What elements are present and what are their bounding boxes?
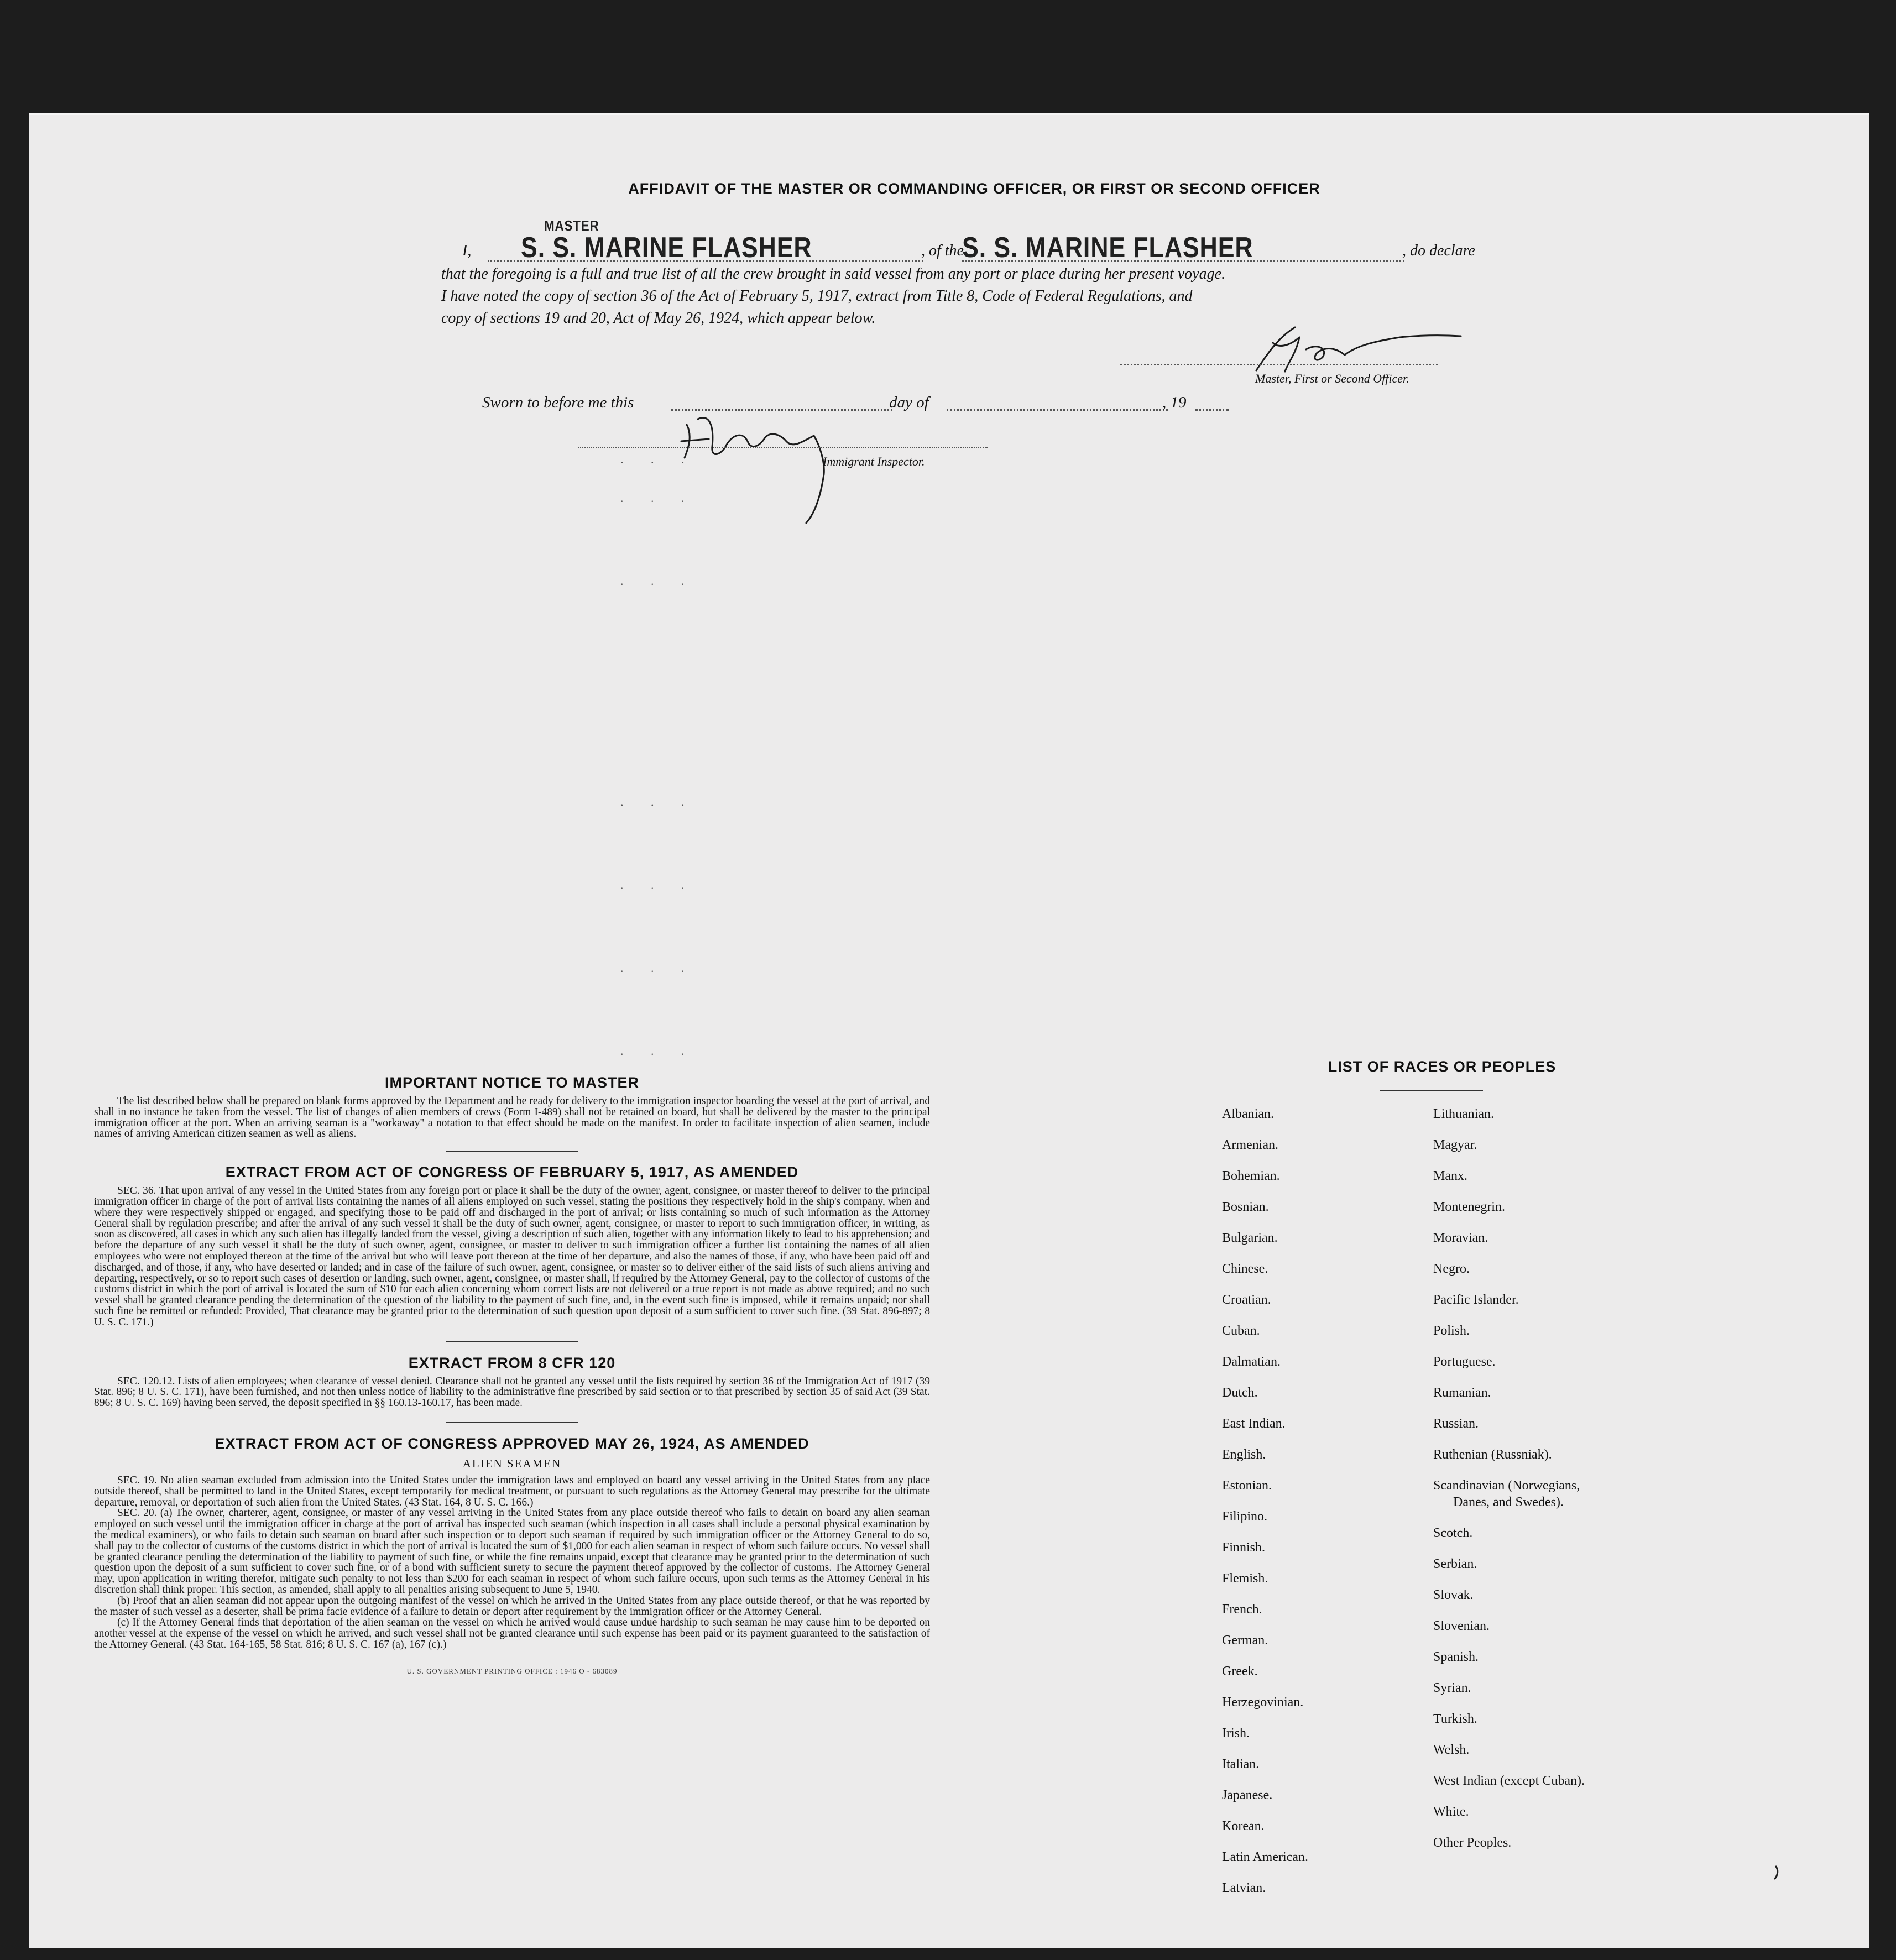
section-divider [446, 1422, 578, 1423]
race-item: Chinese. [1222, 1262, 1268, 1276]
sworn-label: Sworn to before me this [482, 394, 634, 411]
race-item: Montenegrin. [1433, 1200, 1505, 1214]
scan-dots: . . . [620, 961, 697, 975]
race-item: Albanian. [1222, 1107, 1274, 1121]
officer-signature-line [1120, 364, 1438, 365]
race-item: English. [1222, 1447, 1266, 1462]
affidavit-body-line-2: I have noted the copy of section 36 of the Act of February 5, 1917, extract from Title 8, Code of Federal Regulations, and [441, 288, 1193, 305]
vessel-name-line [962, 260, 1404, 262]
race-item: Dalmatian. [1222, 1355, 1281, 1369]
race-item: Armenian. [1222, 1138, 1278, 1152]
race-item: Moravian. [1433, 1231, 1488, 1245]
race-item: Pacific Islander. [1433, 1293, 1519, 1307]
scan-dots: . . . [620, 574, 697, 588]
race-item: Slovak. [1433, 1588, 1474, 1602]
year-prefix: , 19 [1162, 394, 1187, 411]
race-item: Filipino. [1222, 1509, 1268, 1524]
affidavit-body-line-1: that the foregoing is a full and true list of all the crew brought in said vessel from any port or place during her present voyage. [441, 265, 1226, 283]
race-item: Finnish. [1222, 1540, 1266, 1555]
notice-text: The list described below shall be prepared on blank forms approved by the Department and be ready for delivery to the immigration inspector boarding the vessel at the port of arrival, and shall in no instance be taken from the vessel. The list of changes of alien members of crews (Form I-489) shall not be retained on board, but shall be delivered by the master to the principal immigration officer at the port. When an arriving seaman is a "workaway" a notation to that effect should be made on the manifest. In order to facilitate inspection of alien seamen, include names of arriving American citizen seamen as well as aliens. [94, 1095, 930, 1140]
race-item: Slovenian. [1433, 1619, 1490, 1633]
race-item: Dutch. [1222, 1386, 1258, 1400]
scan-dots: . . . [620, 452, 697, 466]
stamp-master-name: S. S. MARINE FLASHER [521, 232, 812, 264]
stamp-vessel-name: S. S. MARINE FLASHER [962, 232, 1253, 264]
race-item: Scotch. [1433, 1526, 1473, 1540]
printer-note: U. S. GOVERNMENT PRINTING OFFICE : 1946 O - 683089 [406, 1666, 618, 1675]
extract-1924-sec20c: (c) If the Attorney General finds that deportation of the alien seaman on the vessel on which he arrived would cause undue hardship to such seaman he may cause him to be deported on another vessel at the expense of the vessel on which he arrived, and such vessel shall not be granted clearance until such expense has been paid or its payment guaranteed to the satisfaction of the Attorney General. (43 Stat. 164-165, 58 Stat. 816; 8 U. S. C. 167 (a), 167 (c).) [94, 1617, 930, 1650]
race-item: Italian. [1222, 1757, 1260, 1771]
race-item: Bosnian. [1222, 1200, 1269, 1214]
master-name-line [488, 260, 923, 262]
race-item: East Indian. [1222, 1417, 1286, 1431]
manifest-page [29, 113, 1869, 1948]
race-item: Negro. [1433, 1262, 1470, 1276]
race-item: Portuguese. [1433, 1355, 1496, 1369]
race-item: Welsh. [1433, 1743, 1470, 1757]
race-item: Scandinavian (Norwegians, [1433, 1478, 1580, 1493]
sworn-month-line [947, 409, 1168, 411]
race-item: Herzegovinian. [1222, 1695, 1304, 1710]
margin-mark [1773, 1864, 1784, 1881]
race-item: Turkish. [1433, 1712, 1477, 1726]
race-item: Ruthenian (Russniak). [1433, 1447, 1552, 1462]
extract-1924-sec19: SEC. 19. No alien seaman excluded from admission into the United States under the immigration laws and employed on board any vessel arriving in the United States from any place outside thereof, shall be permitted to land in the United States, except temporarily for medical treatment, or pursuant to such regulations as the Attorney General may prescribe for the ultimate departure, removal, or deportation of such alien from the United States. (43 Stat. 164, 8 U. S. C. 166.) [94, 1474, 930, 1508]
affidavit-title: AFFIDAVIT OF THE MASTER OR COMMANDING OFFICER, OR FIRST OR SECOND OFFICER [628, 180, 1320, 197]
extract-1917-text: SEC. 36. That upon arrival of any vessel in the United States from any foreign port or place it shall be the duty of the owner, agent, consignee, or master thereof to deliver to the principal immigration officer in charge of the port of arrival lists containing the names of all aliens employed on such vessel, stating the positions they respectively hold in the ship's company, when and where they were respectively shipped or engaged, and specifying those to be paid off and discharged in the port of arrival; or lists containing so much of such information as the Attorney General shall by regulation prescribe; and after the arrival of any such vessel it shall be the duty of such owner, agent, consignee, or master to report to such immigration officer, in writing, as soon as discovered, all cases in which any such alien has illegally landed from the vessel, giving a description of such alien, together with any information likely to lead to his apprehension; and before the departure of any such vessel it shall be the duty of such owner, agent, consignee, or master to deliver to such immigration officer a further list containing the names of all alien employees who were not employed thereon at the time of the arrival but who will leave port thereon at the time of her departure, and also the names of those, if any, who have been paid off and discharged, and of those, if any, who have deserted or landed; and in case of the failure of such owner, agent, consignee, or master so to deliver either of the said lists of such aliens arriving and departing, respectively, or so to report such cases of desertion or landing, such owner, agent, consignee, or master shall, if required by the Attorney General, pay to the collector of customs of the customs district in which the port of arrival is located the sum of $10 for each alien concerning whom correct lists are not delivered or a true report is not made as above required; and no such vessel shall be granted clearance pending the determination of the question of the liability to the payment of such fine, and, in the event such fine is imposed, while it remains unpaid; nor shall such fine be remitted or refunded: Provided, That clearance may be granted prior to the determination of such question upon deposit of a sum sufficient to cover such fine. (39 Stat. 896-897; 8 U. S. C. 171.) [94, 1185, 930, 1328]
races-column-right [1433, 1107, 1721, 1867]
stamp-rank: MASTER [544, 217, 599, 234]
race-item: Rumanian. [1433, 1386, 1491, 1400]
extract-1924-sec20b: (b) Proof that an alien seaman did not appear upon the outgoing manifest of the vessel on which he arrived in the United States from any place outside thereof, or that he was reported by the master of such vessel as a deserter, shall be prima facie evidence of a failure to detain or deport after requirement by the immigration officer or the Attorney General. [94, 1595, 930, 1618]
race-item: Irish. [1222, 1726, 1250, 1741]
extract-1924-title: EXTRACT FROM ACT OF CONGRESS APPROVED MAY 26, 1924, AS AMENDED [215, 1435, 809, 1452]
races-title-rule [1380, 1090, 1483, 1091]
race-item: Russian. [1433, 1417, 1479, 1431]
legal-extracts-column [94, 1074, 930, 1676]
scan-dots: . . . [620, 1044, 697, 1058]
sworn-year-line [1195, 409, 1229, 411]
race-item: Latvian. [1222, 1881, 1266, 1895]
of-the-label: , of the [921, 242, 964, 259]
races-title: LIST OF RACES OR PEOPLES [1328, 1058, 1557, 1075]
extract-1917-title: EXTRACT FROM ACT OF CONGRESS OF FEBRUARY 5, 1917, AS AMENDED [225, 1164, 799, 1181]
scan-dots: . . . [620, 491, 697, 505]
race-item: French. [1222, 1602, 1262, 1617]
race-item: Other Peoples. [1433, 1836, 1512, 1850]
extract-cfr-text: SEC. 120.12. Lists of alien employees; when clearance of vessel denied. Clearance shall not be granted any vessel until the lists required by section 36 of the Immigration Act of 1917 (39 Stat. 896; 8 U. S. C. 171), have been furnished, and not then unless notice of liability to the administrative fine prescribed by said section or to that prescribed by section 35 of said Act (39 Stat. 896; 8 U. S. C. 169) having been served, the deposit specified in §§ 160.13-160.17, has been made. [94, 1375, 930, 1409]
officer-caption: Master, First or Second Officer. [1255, 372, 1409, 385]
section-divider [446, 1341, 578, 1342]
race-item: Spanish. [1433, 1650, 1479, 1664]
affidavit-i-label: I, [462, 242, 472, 259]
race-item: Polish. [1433, 1324, 1470, 1338]
race-item: Manx. [1433, 1169, 1467, 1183]
notice-title: IMPORTANT NOTICE TO MASTER [385, 1074, 639, 1091]
affidavit-body-line-3: copy of sections 19 and 20, Act of May 26, 1924, which appear below. [441, 310, 876, 327]
inspector-caption: Immigrant Inspector. [823, 454, 925, 468]
section-divider [446, 1151, 578, 1152]
race-item: Korean. [1222, 1819, 1265, 1833]
inspector-signature-line [578, 447, 988, 448]
extract-1924-sec20a: SEC. 20. (a) The owner, charterer, agent, consignee, or master of any vessel arriving in the United States from any place outside thereof who fails to detain on board any alien seaman employed on such vessel until the immigration officer in charge at the port of arrival has inspected such seaman (which inspection in all cases shall include a personal physical examination by the medical examiners), or who fails to detain such seaman on board after such inspection or to deport such seaman if required by such immigration officer or the Attorney General to do so, shall pay to the collector of customs of the customs district in which the port of arrival is located the sum of $1,000 for each alien seaman in respect of whom such failure occurs. No vessel shall be granted clearance pending the determination of the liability to payment of such fine, or while the fine remains unpaid, except that clearance may be granted prior to the determination of such question upon the deposit of a sum sufficient to cover such fine, or of a bond with sufficient surety to secure the payment thereof approved by the collector of customs. The Attorney General may, upon application in writing therefor, mitigate such penalty to not less than $200 for each seaman in respect of whom such failure occurs, upon such terms as the Attorney General in his discretion shall think proper. This section, as amended, shall apply to all penalties arising subsequent to June 5, 1940. [94, 1507, 930, 1596]
race-item: Syrian. [1433, 1681, 1471, 1695]
race-item: Danes, and Swedes). [1453, 1495, 1564, 1509]
race-item: Estonian. [1222, 1478, 1272, 1493]
race-item: Japanese. [1222, 1788, 1273, 1802]
day-of-label: day of [889, 394, 929, 411]
race-item: Lithuanian. [1433, 1107, 1494, 1121]
race-item: Serbian. [1433, 1557, 1477, 1571]
race-item: Bulgarian. [1222, 1231, 1278, 1245]
race-item: Bohemian. [1222, 1169, 1280, 1183]
race-item: Croatian. [1222, 1293, 1271, 1307]
extract-cfr-title: EXTRACT FROM 8 CFR 120 [408, 1354, 616, 1371]
do-declare-label: , do declare [1402, 242, 1475, 259]
scan-dots: . . . [620, 795, 697, 809]
race-item: German. [1222, 1633, 1268, 1648]
scan-dots: . . . [620, 878, 697, 892]
race-item: Cuban. [1222, 1324, 1260, 1338]
race-item: Magyar. [1433, 1138, 1477, 1152]
race-item: Greek. [1222, 1664, 1258, 1679]
race-item: Latin American. [1222, 1850, 1308, 1864]
race-item: West Indian (except Cuban). [1433, 1774, 1585, 1788]
races-column-left [1222, 1107, 1421, 1912]
alien-seamen-subtitle: ALIEN SEAMEN [462, 1456, 562, 1470]
race-item: Flemish. [1222, 1571, 1268, 1586]
race-item: White. [1433, 1805, 1469, 1819]
